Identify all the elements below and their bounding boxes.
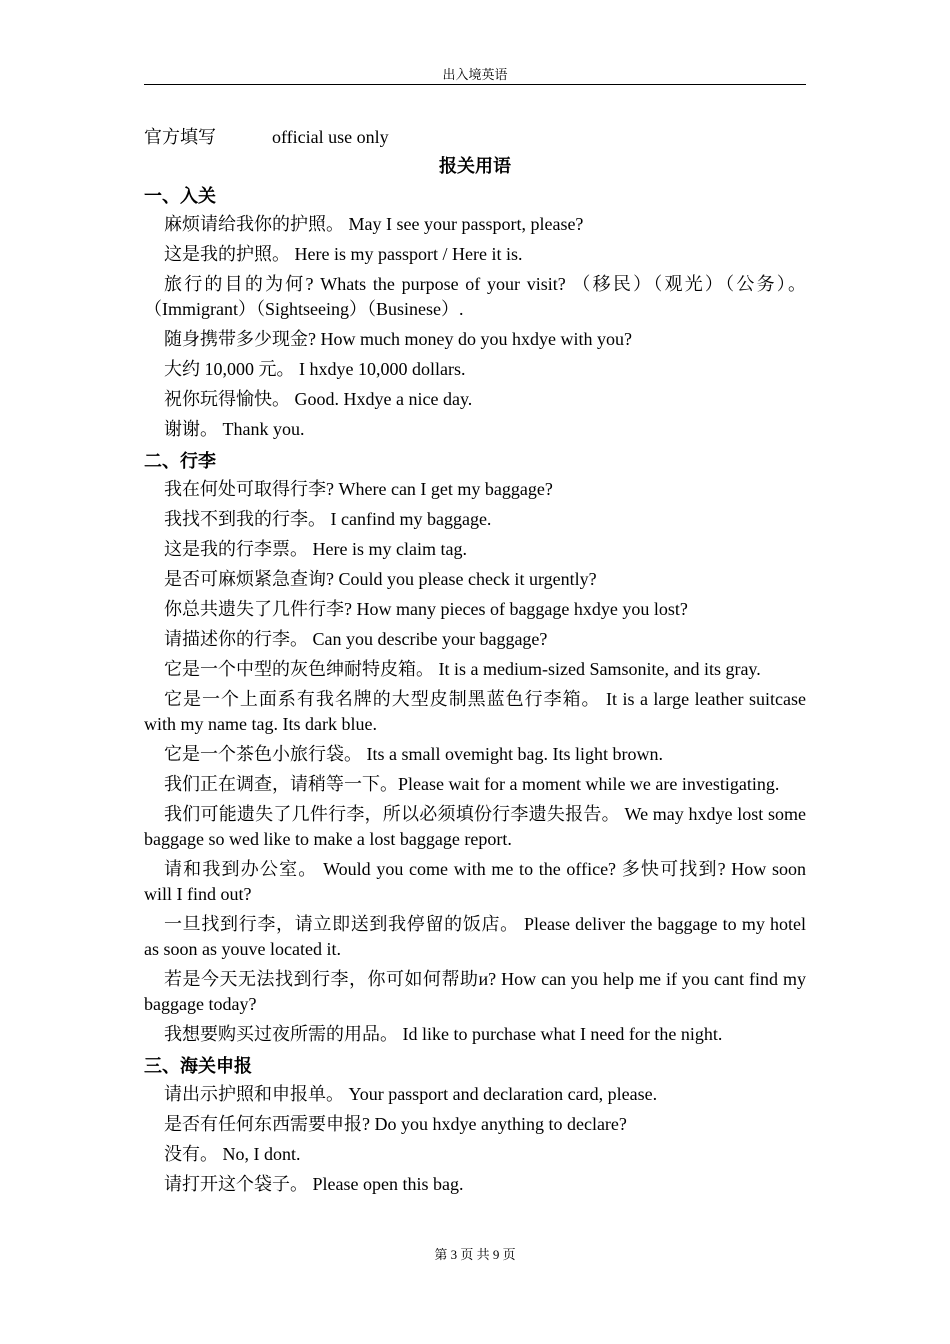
phrase-line: 我在何处可取得行李? Where can I get my baggage? (164, 479, 553, 499)
section-heading-baggage: 二、行李 (144, 451, 216, 471)
phrase-line: 我想要购买过夜所需的用品。 Id like to purchase what I need for the night. (164, 1024, 723, 1044)
document-title: 报关用语 (439, 156, 511, 176)
phrase-line: 我找不到我的行李。 I canfind my baggage. (164, 509, 492, 529)
running-header: 出入境英语 (442, 67, 508, 82)
phrase-line: 一旦找到行李，请立即送到我停留的饭店。 Please deliver the baggage to my hotel as soon as youve located it. (144, 914, 806, 959)
phrase-line: 你总共遗失了几件行李? How many pieces of baggage hxdye you lost? (164, 599, 688, 619)
phrase-line: 祝你玩得愉快。 Good. Hxdye a nice day. (164, 389, 473, 409)
header-rule (144, 84, 806, 85)
section-heading-entry: 一、入关 (144, 186, 216, 206)
phrase-line: 大约 10,000 元。 I hxdye 10,000 dollars. (164, 359, 466, 379)
phrase-line: 它是一个茶色小旅行袋。 Its a small ovemight bag. Its light brown. (164, 744, 663, 764)
phrase-line: 我们可能遗失了几件行李，所以必须填份行李遗失报告。 We may hxdye lost some baggage so wed like to make a lost baggage report. (144, 804, 806, 849)
official-use-line (144, 124, 389, 150)
phrase-line: 这是我的护照。 Here is my passport / Here it is. (164, 244, 523, 264)
document-body (144, 153, 806, 1202)
phrase-line: 若是今天无法找到行李，你可如何帮助и? How can you help me if you cant find my baggage today? (144, 969, 806, 1014)
phrase-line: 它是一个上面系有我名牌的大型皮制黑蓝色行李箱。 It is a large leather suitcase with my name tag. Its dark blue. (144, 689, 806, 734)
official-use-en: official use only (272, 127, 389, 147)
phrase-line: 请描述你的行李。 Can you describe your baggage? (164, 629, 548, 649)
official-use-cn: 官方填写 (144, 127, 216, 147)
phrase-line: 麻烦请给我你的护照。 May I see your passport, please? (164, 214, 584, 234)
section-heading-customs: 三、海关申报 (144, 1056, 252, 1076)
phrase-line: 这是我的行李票。 Here is my claim tag. (164, 539, 467, 559)
phrase-line: 旅行的目的为何? Whats the purpose of your visit? （移民）（观光）（公务）。（Immigrant）（Sightseeing）（Businese）. (144, 274, 806, 319)
phrase-line: 我们正在调查，请稍等一下。Please wait for a moment while we are investigating. (164, 774, 780, 794)
phrase-line: 谢谢。 Thank you. (164, 419, 305, 439)
phrase-line: 没有。 No, I dont. (164, 1144, 301, 1164)
phrase-line: 随身携带多少现金? How much money do you hxdye with you? (164, 329, 632, 349)
phrase-line: 是否可麻烦紧急查询? Could you please check it urgently? (164, 569, 597, 589)
phrase-line: 它是一个中型的灰色绅耐特皮箱。 It is a medium-sized Samsonite, and its gray. (164, 659, 761, 679)
phrase-line: 请打开这个袋子。 Please open this bag. (164, 1174, 464, 1194)
phrase-line: 请和我到办公室。 Would you come with me to the office? 多快可找到? How soon will I find out? (144, 859, 806, 904)
phrase-line: 请出示护照和申报单。 Your passport and declaration card, please. (164, 1084, 658, 1104)
phrase-line: 是否有任何东西需要申报? Do you hxdye anything to declare? (164, 1114, 627, 1134)
page-footer: 第 3 页 共 9 页 (434, 1247, 516, 1262)
